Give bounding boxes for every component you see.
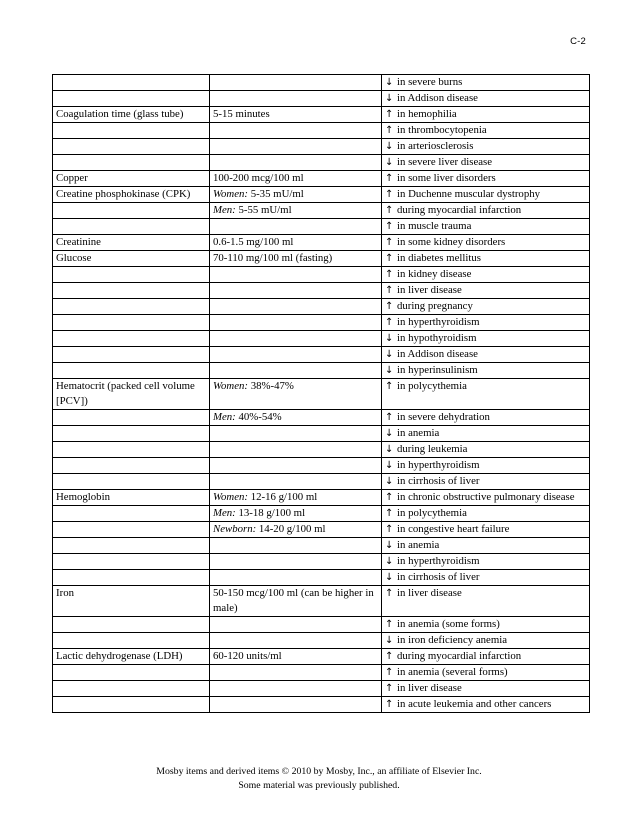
effect-text: in chronic obstructive pulmonary disease bbox=[397, 491, 575, 503]
test-name-cell bbox=[53, 315, 210, 331]
table-row bbox=[53, 203, 590, 219]
test-name-cell bbox=[53, 139, 210, 155]
arrow-up-icon: ↑ bbox=[385, 667, 394, 678]
test-name-cell: Coagulation time (glass tube) bbox=[53, 107, 210, 123]
test-name-cell bbox=[53, 75, 210, 91]
effect-text: in kidney disease bbox=[397, 268, 472, 280]
normal-value: 13-18 g/100 ml bbox=[238, 507, 306, 519]
clinical-effect-cell bbox=[382, 283, 590, 299]
test-name-cell bbox=[53, 203, 210, 219]
arrow-up-icon: ↑ bbox=[385, 317, 394, 328]
clinical-effect-cell bbox=[382, 251, 590, 267]
arrow-down-icon: ↓ bbox=[385, 365, 394, 376]
table-row bbox=[53, 458, 590, 474]
table-row bbox=[53, 442, 590, 458]
table-row bbox=[53, 187, 590, 203]
normal-value: 5-55 mU/ml bbox=[238, 204, 292, 216]
population-label: Men: bbox=[213, 411, 236, 423]
normal-value-cell bbox=[210, 506, 382, 522]
arrow-up-icon: ↑ bbox=[385, 253, 394, 264]
clinical-effect-cell bbox=[382, 410, 590, 426]
effect-text: in arteriosclerosis bbox=[397, 140, 474, 152]
test-name-cell bbox=[53, 123, 210, 139]
effect-text: in diabetes mellitus bbox=[397, 252, 481, 264]
effect-text: in polycythemia bbox=[397, 380, 467, 392]
table-row bbox=[53, 506, 590, 522]
table-row bbox=[53, 251, 590, 267]
effect-text: in anemia (some forms) bbox=[397, 618, 500, 630]
clinical-effect-cell bbox=[382, 633, 590, 649]
normal-value-cell bbox=[210, 299, 382, 315]
arrow-up-icon: ↑ bbox=[385, 189, 394, 200]
effect-text: in liver disease bbox=[397, 284, 462, 296]
effect-text: in anemia (several forms) bbox=[397, 666, 508, 678]
arrow-down-icon: ↓ bbox=[385, 572, 394, 583]
clinical-effect-cell bbox=[382, 235, 590, 251]
test-name-cell: Creatinine bbox=[53, 235, 210, 251]
effect-text: in hypothyroidism bbox=[397, 332, 477, 344]
normal-value-cell bbox=[210, 633, 382, 649]
effect-text: during myocardial infarction bbox=[397, 650, 522, 662]
clinical-effect-cell bbox=[382, 490, 590, 506]
test-name-cell bbox=[53, 410, 210, 426]
normal-value: 100-200 mcg/100 ml bbox=[213, 172, 304, 184]
test-name-cell bbox=[53, 155, 210, 171]
normal-value: 14-20 g/100 ml bbox=[258, 523, 326, 535]
arrow-up-icon: ↑ bbox=[385, 492, 394, 503]
normal-value-cell bbox=[210, 155, 382, 171]
test-name-cell bbox=[53, 347, 210, 363]
effect-text: in hyperthyroidism bbox=[397, 316, 480, 328]
arrow-down-icon: ↓ bbox=[385, 540, 394, 551]
arrow-up-icon: ↑ bbox=[385, 173, 394, 184]
arrow-up-icon: ↑ bbox=[385, 125, 394, 136]
test-name-cell: Hemoglobin bbox=[53, 490, 210, 506]
effect-text: in liver disease bbox=[397, 587, 462, 599]
table-row bbox=[53, 139, 590, 155]
effect-text: in hemophilia bbox=[397, 108, 457, 120]
clinical-effect-cell bbox=[382, 171, 590, 187]
arrow-up-icon: ↑ bbox=[385, 683, 394, 694]
arrow-down-icon: ↓ bbox=[385, 157, 394, 168]
test-name-cell: Copper bbox=[53, 171, 210, 187]
arrow-down-icon: ↓ bbox=[385, 444, 394, 455]
normal-value: 5-15 minutes bbox=[213, 108, 270, 120]
clinical-effect-cell bbox=[382, 139, 590, 155]
test-name-cell bbox=[53, 267, 210, 283]
test-name-cell bbox=[53, 506, 210, 522]
test-name-cell bbox=[53, 458, 210, 474]
arrow-up-icon: ↑ bbox=[385, 699, 394, 710]
normal-value-cell bbox=[210, 283, 382, 299]
table-row bbox=[53, 363, 590, 379]
effect-text: in anemia bbox=[397, 427, 440, 439]
effect-text: in Duchenne muscular dystrophy bbox=[397, 188, 541, 200]
normal-value-cell bbox=[210, 235, 382, 251]
clinical-effect-cell bbox=[382, 91, 590, 107]
test-name-cell bbox=[53, 363, 210, 379]
clinical-effect-cell bbox=[382, 379, 590, 410]
clinical-effect-cell bbox=[382, 617, 590, 633]
effect-text: in thrombocytopenia bbox=[397, 124, 487, 136]
arrow-up-icon: ↑ bbox=[385, 381, 394, 392]
clinical-effect-cell bbox=[382, 75, 590, 91]
test-name-cell bbox=[53, 538, 210, 554]
effect-text: in hyperthyroidism bbox=[397, 555, 480, 567]
arrow-down-icon: ↓ bbox=[385, 460, 394, 471]
arrow-down-icon: ↓ bbox=[385, 556, 394, 567]
normal-value-cell bbox=[210, 522, 382, 538]
clinical-effect-cell bbox=[382, 107, 590, 123]
table-row bbox=[53, 75, 590, 91]
effect-text: in polycythemia bbox=[397, 507, 467, 519]
effect-text: in severe liver disease bbox=[397, 156, 493, 168]
table-row bbox=[53, 649, 590, 665]
table-row bbox=[53, 171, 590, 187]
normal-value-cell bbox=[210, 123, 382, 139]
clinical-effect-cell bbox=[382, 331, 590, 347]
effect-text: in cirrhosis of liver bbox=[397, 571, 480, 583]
population-label: Women: bbox=[213, 491, 248, 503]
normal-value-cell bbox=[210, 617, 382, 633]
population-label: Women: bbox=[213, 188, 248, 200]
clinical-effect-cell bbox=[382, 315, 590, 331]
normal-value-cell bbox=[210, 665, 382, 681]
normal-value-cell bbox=[210, 363, 382, 379]
normal-value-cell bbox=[210, 442, 382, 458]
clinical-effect-cell bbox=[382, 187, 590, 203]
normal-value-cell bbox=[210, 586, 382, 617]
clinical-effect-cell bbox=[382, 219, 590, 235]
clinical-effect-cell bbox=[382, 426, 590, 442]
test-name-cell bbox=[53, 665, 210, 681]
clinical-effect-cell bbox=[382, 554, 590, 570]
normal-value-cell bbox=[210, 219, 382, 235]
table-row bbox=[53, 474, 590, 490]
normal-value-cell bbox=[210, 107, 382, 123]
normal-value: 60-120 units/ml bbox=[213, 650, 282, 662]
normal-value-cell bbox=[210, 554, 382, 570]
effect-text: in liver disease bbox=[397, 682, 462, 694]
test-name-cell bbox=[53, 570, 210, 586]
normal-value: 5-35 mU/ml bbox=[250, 188, 304, 200]
arrow-up-icon: ↑ bbox=[385, 205, 394, 216]
test-name-cell: Creatine phosphokinase (CPK) bbox=[53, 187, 210, 203]
clinical-effect-cell bbox=[382, 570, 590, 586]
table-row bbox=[53, 697, 590, 713]
effect-text: in some liver disorders bbox=[397, 172, 496, 184]
effect-text: in iron deficiency anemia bbox=[397, 634, 508, 646]
normal-value-cell bbox=[210, 649, 382, 665]
table-row bbox=[53, 617, 590, 633]
clinical-effect-cell bbox=[382, 203, 590, 219]
test-name-cell: Lactic dehydrogenase (LDH) bbox=[53, 649, 210, 665]
effect-text: during leukemia bbox=[397, 443, 468, 455]
test-name-cell bbox=[53, 91, 210, 107]
test-name-cell bbox=[53, 554, 210, 570]
test-name-cell bbox=[53, 633, 210, 649]
table-body bbox=[53, 75, 590, 713]
arrow-down-icon: ↓ bbox=[385, 93, 394, 104]
effect-text: during myocardial infarction bbox=[397, 204, 522, 216]
effect-text: in severe burns bbox=[397, 76, 463, 88]
effect-text: in hyperthyroidism bbox=[397, 459, 480, 471]
table-row bbox=[53, 426, 590, 442]
clinical-effect-cell bbox=[382, 123, 590, 139]
clinical-effect-cell bbox=[382, 506, 590, 522]
effect-text: in severe dehydration bbox=[397, 411, 490, 423]
arrow-down-icon: ↓ bbox=[385, 476, 394, 487]
normal-value-cell bbox=[210, 681, 382, 697]
normal-value-cell bbox=[210, 426, 382, 442]
clinical-effect-cell bbox=[382, 538, 590, 554]
clinical-effect-cell bbox=[382, 474, 590, 490]
arrow-up-icon: ↑ bbox=[385, 301, 394, 312]
test-name-cell bbox=[53, 697, 210, 713]
test-name-cell: Iron bbox=[53, 586, 210, 617]
arrow-up-icon: ↑ bbox=[385, 237, 394, 248]
arrow-up-icon: ↑ bbox=[385, 269, 394, 280]
clinical-effect-cell bbox=[382, 155, 590, 171]
table-row bbox=[53, 331, 590, 347]
normal-value-cell bbox=[210, 490, 382, 506]
normal-value: 50-150 mcg/100 ml (can be higher in male) bbox=[213, 587, 374, 614]
normal-value: 70-110 mg/100 ml (fasting) bbox=[213, 252, 333, 264]
normal-value-cell bbox=[210, 410, 382, 426]
table-row bbox=[53, 347, 590, 363]
normal-value: 38%-47% bbox=[250, 380, 294, 392]
table-row bbox=[53, 570, 590, 586]
table-row bbox=[53, 267, 590, 283]
test-name-cell bbox=[53, 283, 210, 299]
footer bbox=[0, 765, 638, 792]
clinical-effect-cell bbox=[382, 522, 590, 538]
clinical-effect-cell bbox=[382, 586, 590, 617]
arrow-up-icon: ↑ bbox=[385, 285, 394, 296]
effect-text: in anemia bbox=[397, 539, 440, 551]
table-row bbox=[53, 91, 590, 107]
published-note: Some material was previously published. bbox=[238, 779, 400, 791]
effect-text: in acute leukemia and other cancers bbox=[397, 698, 552, 710]
effect-text: in Addison disease bbox=[397, 348, 478, 360]
normal-value: 12-16 g/100 ml bbox=[250, 491, 318, 503]
arrow-down-icon: ↓ bbox=[385, 428, 394, 439]
arrow-down-icon: ↓ bbox=[385, 77, 394, 88]
population-label: Men: bbox=[213, 204, 236, 216]
table-row bbox=[53, 538, 590, 554]
table-row bbox=[53, 681, 590, 697]
table-row bbox=[53, 155, 590, 171]
table-row bbox=[53, 665, 590, 681]
copyright-line: Mosby items and derived items © 2010 by Mosby, Inc., an affiliate of Elsevier Inc. bbox=[156, 766, 482, 777]
normal-value-cell bbox=[210, 347, 382, 363]
population-label: Women: bbox=[213, 380, 248, 392]
clinical-effect-cell bbox=[382, 681, 590, 697]
population-label: Men: bbox=[213, 507, 236, 519]
table-row bbox=[53, 235, 590, 251]
population-label: Newborn: bbox=[213, 523, 257, 535]
normal-value-cell bbox=[210, 570, 382, 586]
clinical-effect-cell bbox=[382, 442, 590, 458]
test-name-cell bbox=[53, 426, 210, 442]
table-row bbox=[53, 379, 590, 410]
table-row bbox=[53, 522, 590, 538]
normal-value-cell bbox=[210, 331, 382, 347]
table-row bbox=[53, 315, 590, 331]
table-row bbox=[53, 123, 590, 139]
table-row bbox=[53, 410, 590, 426]
test-name-cell: Hematocrit (packed cell volume [PCV]) bbox=[53, 379, 210, 410]
table-row bbox=[53, 283, 590, 299]
table-row bbox=[53, 490, 590, 506]
table-row bbox=[53, 633, 590, 649]
arrow-up-icon: ↑ bbox=[385, 619, 394, 630]
normal-value-cell bbox=[210, 171, 382, 187]
test-name-cell bbox=[53, 617, 210, 633]
normal-value-cell bbox=[210, 379, 382, 410]
arrow-up-icon: ↑ bbox=[385, 508, 394, 519]
normal-value-cell bbox=[210, 458, 382, 474]
arrow-up-icon: ↑ bbox=[385, 109, 394, 120]
test-name-cell bbox=[53, 442, 210, 458]
normal-value-cell bbox=[210, 75, 382, 91]
normal-value-cell bbox=[210, 251, 382, 267]
arrow-up-icon: ↑ bbox=[385, 524, 394, 535]
test-name-cell bbox=[53, 331, 210, 347]
effect-text: in cirrhosis of liver bbox=[397, 475, 480, 487]
test-name-cell bbox=[53, 522, 210, 538]
test-name-cell: Glucose bbox=[53, 251, 210, 267]
arrow-down-icon: ↓ bbox=[385, 635, 394, 646]
clinical-effect-cell bbox=[382, 665, 590, 681]
arrow-down-icon: ↓ bbox=[385, 349, 394, 360]
arrow-up-icon: ↑ bbox=[385, 221, 394, 232]
clinical-effect-cell bbox=[382, 363, 590, 379]
page-number: C-2 bbox=[570, 36, 586, 47]
arrow-down-icon: ↓ bbox=[385, 333, 394, 344]
normal-value: 40%-54% bbox=[238, 411, 282, 423]
arrow-up-icon: ↑ bbox=[385, 588, 394, 599]
effect-text: in congestive heart failure bbox=[397, 523, 510, 535]
effect-text: during pregnancy bbox=[397, 300, 473, 312]
normal-value-cell bbox=[210, 91, 382, 107]
clinical-effect-cell bbox=[382, 649, 590, 665]
normal-value-cell bbox=[210, 697, 382, 713]
table-row bbox=[53, 586, 590, 617]
normal-value-cell bbox=[210, 203, 382, 219]
effect-text: in hyperinsulinism bbox=[397, 364, 478, 376]
clinical-effect-cell bbox=[382, 697, 590, 713]
table-row bbox=[53, 299, 590, 315]
normal-value-cell bbox=[210, 187, 382, 203]
normal-value-cell bbox=[210, 474, 382, 490]
normal-value-cell bbox=[210, 538, 382, 554]
clinical-effect-cell bbox=[382, 299, 590, 315]
test-name-cell bbox=[53, 681, 210, 697]
lab-values-table bbox=[52, 74, 590, 713]
arrow-up-icon: ↑ bbox=[385, 412, 394, 423]
effect-text: in some kidney disorders bbox=[397, 236, 506, 248]
table-row bbox=[53, 554, 590, 570]
clinical-effect-cell bbox=[382, 267, 590, 283]
normal-value-cell bbox=[210, 315, 382, 331]
table-row bbox=[53, 107, 590, 123]
table-row bbox=[53, 219, 590, 235]
test-name-cell bbox=[53, 474, 210, 490]
clinical-effect-cell bbox=[382, 458, 590, 474]
effect-text: in muscle trauma bbox=[397, 220, 472, 232]
normal-value: 0.6-1.5 mg/100 ml bbox=[213, 236, 294, 248]
normal-value-cell bbox=[210, 267, 382, 283]
arrow-up-icon: ↑ bbox=[385, 651, 394, 662]
clinical-effect-cell bbox=[382, 347, 590, 363]
arrow-down-icon: ↓ bbox=[385, 141, 394, 152]
test-name-cell bbox=[53, 219, 210, 235]
normal-value-cell bbox=[210, 139, 382, 155]
effect-text: in Addison disease bbox=[397, 92, 478, 104]
test-name-cell bbox=[53, 299, 210, 315]
